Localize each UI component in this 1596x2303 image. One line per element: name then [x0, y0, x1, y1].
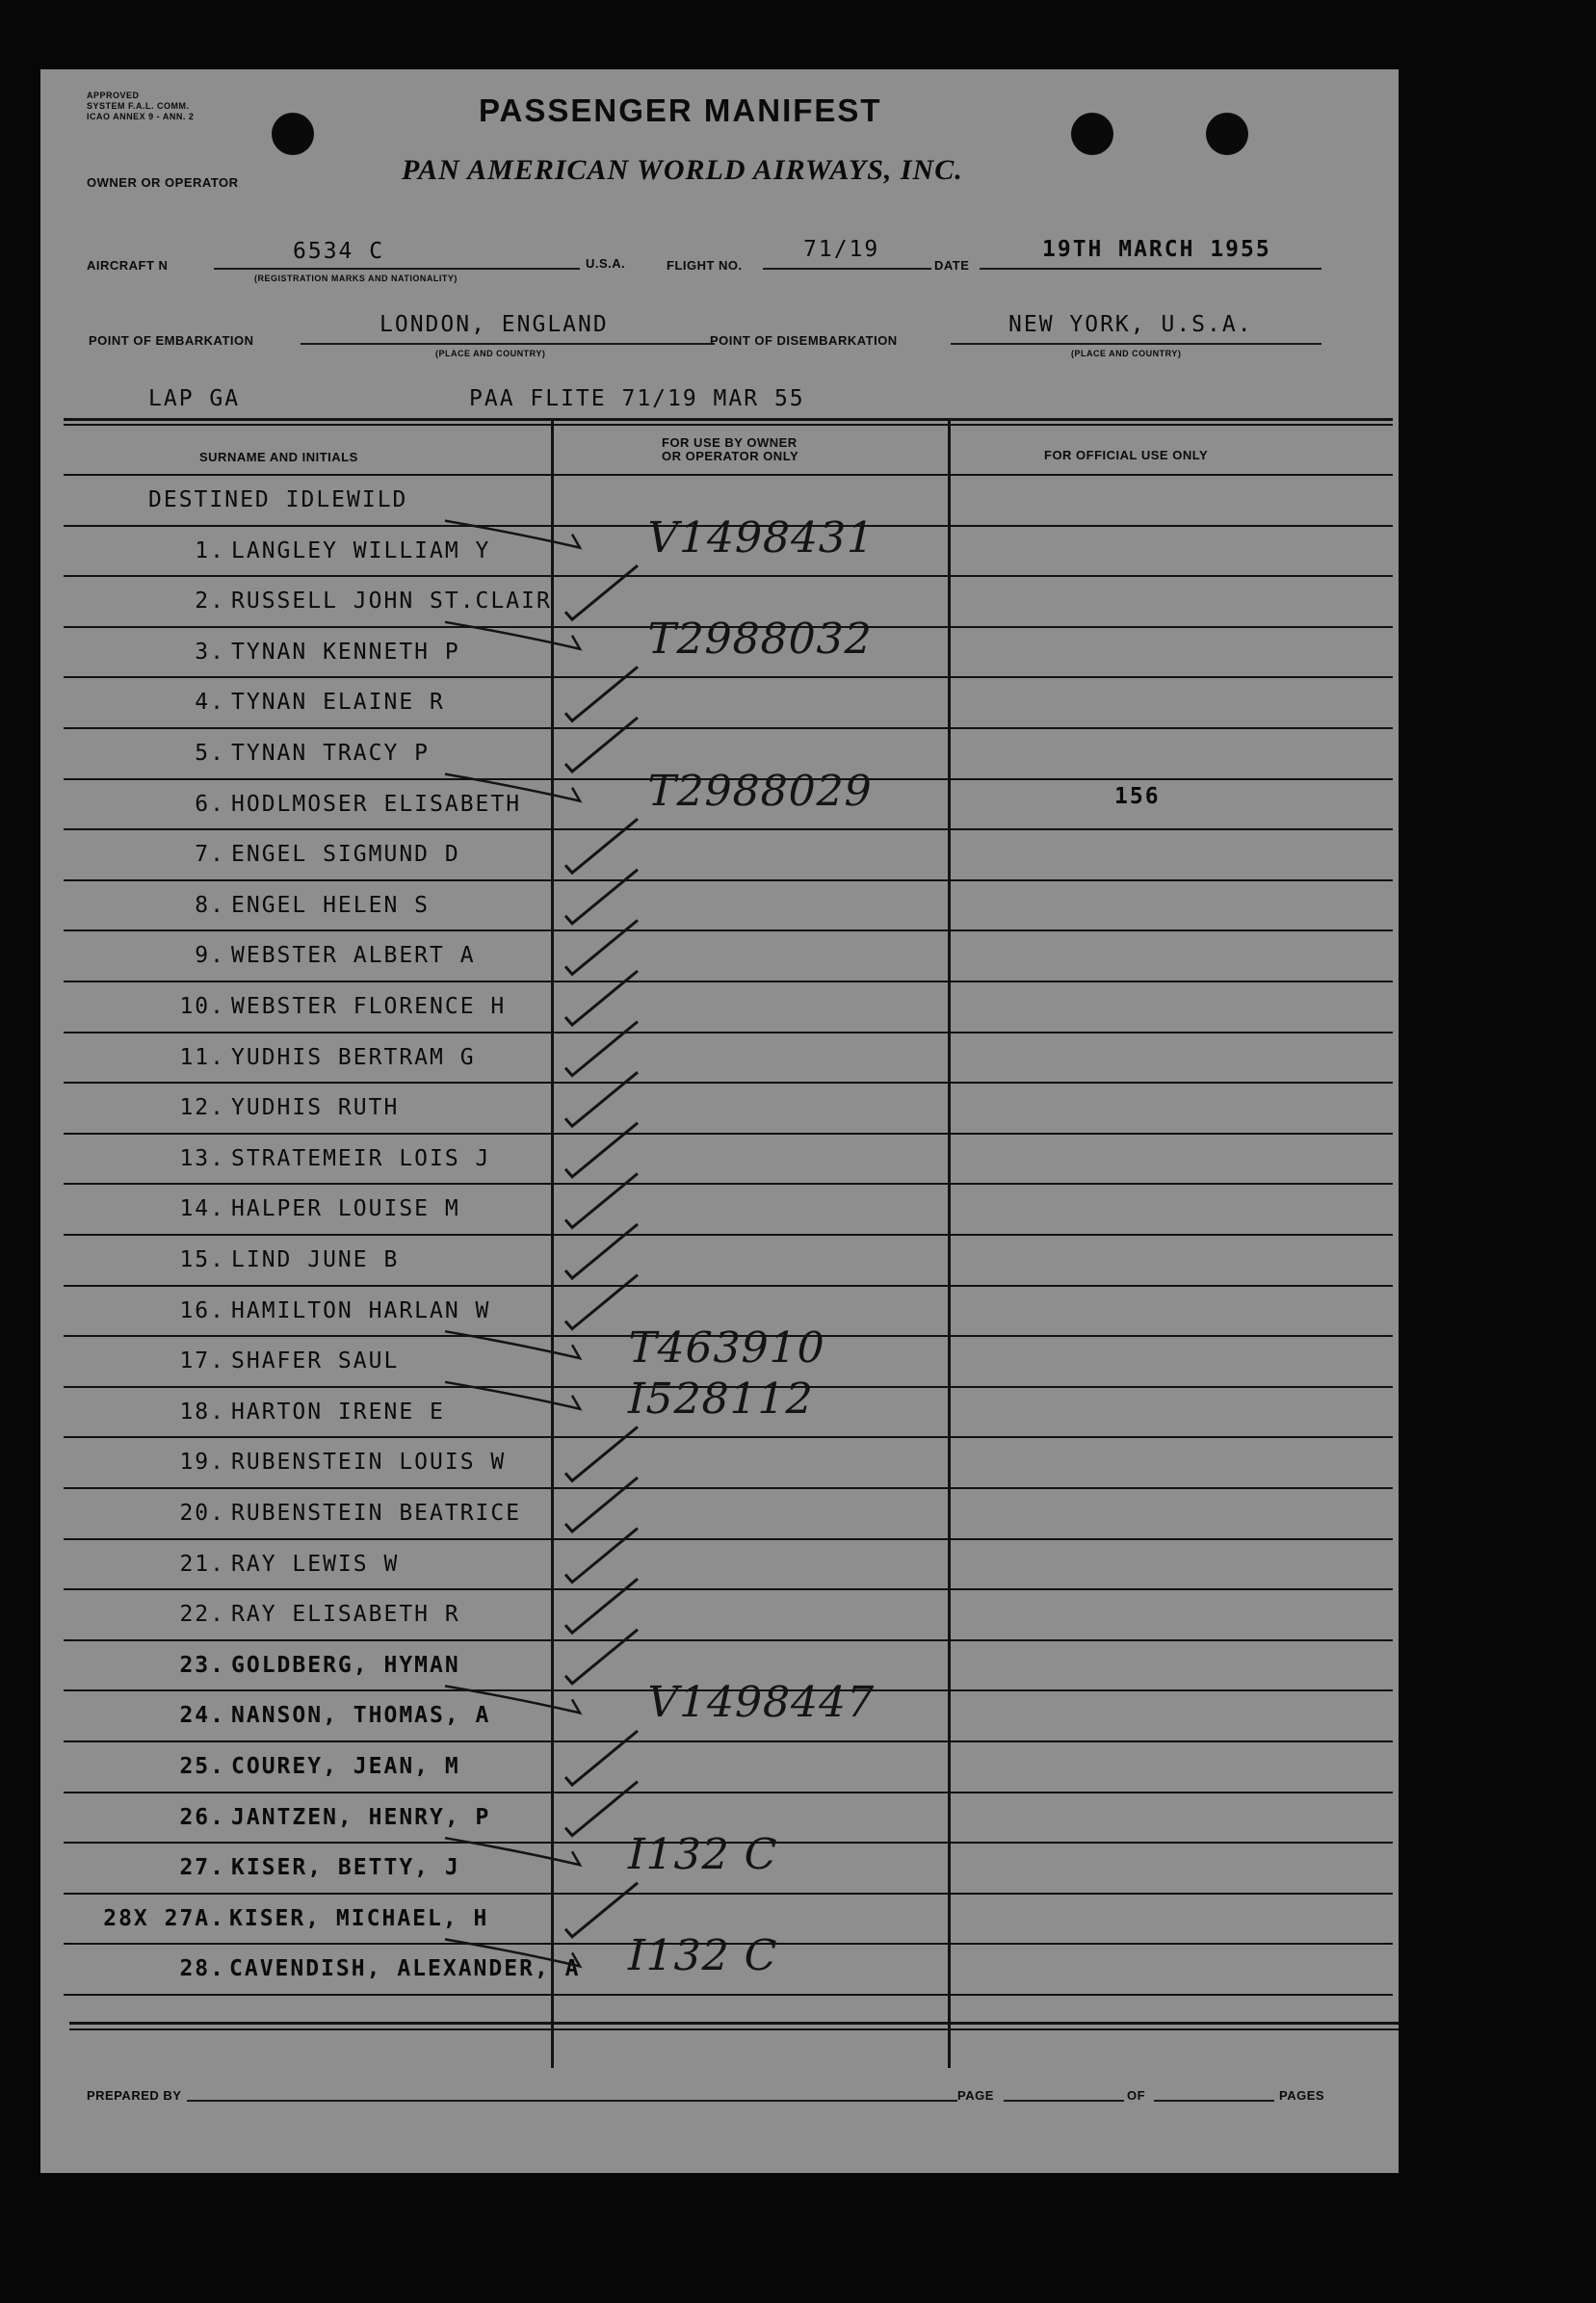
passenger-number: 27. — [179, 1855, 225, 1880]
usa-label: U.S.A. — [586, 256, 626, 271]
official-note: 156 — [1114, 784, 1161, 809]
passenger-number: 28X 27A. — [103, 1906, 225, 1931]
passenger-name: HODLMOSER ELISABETH — [231, 792, 522, 817]
handwritten-document-number: T2988032 — [641, 615, 877, 664]
disembarkation-value: NEW YORK, U.S.A. — [1008, 312, 1253, 337]
passenger-number: 13. — [179, 1146, 225, 1171]
check-mark — [565, 1782, 638, 1836]
registration-note: (REGISTRATION MARKS AND NATIONALITY) — [254, 274, 458, 283]
prepared-by-label: PREPARED BY — [87, 2088, 182, 2103]
embarkation-note: (PLACE AND COUNTRY) — [435, 349, 546, 358]
passenger-number: 7. — [195, 842, 225, 867]
handwritten-checkmarks — [40, 69, 1399, 2173]
column-header-owner-1: FOR USE BY OWNER — [662, 435, 798, 450]
flight-value: 71/19 — [803, 237, 880, 262]
passenger-number: 2. — [195, 589, 225, 614]
check-arrow — [445, 1382, 580, 1409]
check-mark — [565, 1224, 638, 1278]
of-label: OF — [1127, 2088, 1146, 2103]
passenger-name: YUDHIS BERTRAM G — [231, 1045, 476, 1070]
check-arrow — [445, 774, 580, 801]
passenger-name: SHAFER SAUL — [231, 1348, 400, 1374]
form-title: PASSENGER MANIFEST — [479, 92, 882, 128]
disembarkation-label: POINT OF DISEMBARKATION — [710, 333, 898, 348]
passenger-number: 10. — [179, 994, 225, 1019]
handwritten-document-number: I132 C — [622, 1830, 783, 1879]
passenger-number: 3. — [195, 640, 225, 665]
check-mark — [565, 819, 638, 873]
passenger-number: 1. — [195, 538, 225, 563]
operator-name: PAN AMERICAN WORLD AIRWAYS, INC. — [402, 154, 963, 186]
passenger-name: ENGEL HELEN S — [231, 893, 431, 918]
passenger-name: RAY LEWIS W — [231, 1552, 400, 1577]
passenger-name: RAY ELISABETH R — [231, 1602, 460, 1627]
embarkation-value: LONDON, ENGLAND — [379, 312, 609, 337]
passenger-name: YUDHIS RUTH — [231, 1095, 400, 1120]
check-mark — [565, 1630, 638, 1684]
passenger-number: 19. — [179, 1450, 225, 1475]
passenger-number: 15. — [179, 1247, 225, 1272]
check-arrow — [445, 1331, 580, 1358]
aircraft-value: 6534 C — [293, 239, 385, 264]
check-mark — [565, 1173, 638, 1227]
passenger-name: JANTZEN, HENRY, P — [231, 1805, 491, 1830]
passenger-number: 21. — [179, 1552, 225, 1577]
passenger-name: KISER, BETTY, J — [231, 1855, 460, 1880]
passenger-number: 14. — [179, 1196, 225, 1221]
passenger-number: 9. — [195, 943, 225, 968]
disembarkation-note: (PLACE AND COUNTRY) — [1071, 349, 1182, 358]
destination-line: DESTINED IDLEWILD — [148, 487, 408, 512]
passenger-name: GOLDBERG, HYMAN — [231, 1653, 460, 1678]
check-arrow — [445, 622, 580, 649]
passenger-number: 6. — [195, 792, 225, 817]
check-mark — [565, 1529, 638, 1583]
check-arrow — [445, 1939, 580, 1966]
handwritten-document-number: T463910 — [622, 1323, 830, 1373]
check-mark — [565, 1883, 638, 1937]
passenger-name: LANGLEY WILLIAM Y — [231, 538, 491, 563]
check-mark — [565, 667, 638, 720]
column-header-official: FOR OFFICIAL USE ONLY — [1044, 448, 1209, 462]
passenger-name: TYNAN KENNETH P — [231, 640, 460, 665]
passenger-number: 26. — [179, 1805, 225, 1830]
header-line-flite: PAA FLITE 71/19 MAR 55 — [469, 386, 805, 411]
check-mark — [565, 1275, 638, 1329]
check-mark — [565, 1731, 638, 1785]
passenger-number: 20. — [179, 1501, 225, 1526]
passenger-name: RUSSELL JOHN ST.CLAIR — [231, 589, 552, 614]
header-line-lap: LAP GA — [148, 386, 241, 411]
passenger-number: 16. — [179, 1298, 225, 1323]
passenger-number: 5. — [195, 741, 225, 766]
approval-line-1: APPROVED — [87, 91, 140, 100]
passenger-name: TYNAN ELAINE R — [231, 690, 445, 715]
passenger-name: HARTON IRENE E — [231, 1400, 445, 1425]
handwritten-document-number: I132 C — [622, 1931, 783, 1980]
passenger-number: 24. — [179, 1703, 225, 1728]
passenger-name: KISER, MICHAEL, H — [229, 1906, 489, 1931]
check-mark — [565, 1426, 638, 1480]
check-mark — [565, 1072, 638, 1126]
passenger-name: COUREY, JEAN, M — [231, 1754, 460, 1779]
approval-line-3: ICAO ANNEX 9 - ANN. 2 — [87, 112, 195, 121]
handwritten-document-number: I528112 — [622, 1374, 819, 1424]
passenger-number: 11. — [179, 1045, 225, 1070]
flight-label: FLIGHT NO. — [667, 258, 743, 273]
passenger-name: HALPER LOUISE M — [231, 1196, 460, 1221]
check-mark — [565, 971, 638, 1025]
check-mark — [565, 718, 638, 772]
passenger-number: 4. — [195, 690, 225, 715]
check-mark — [565, 1579, 638, 1633]
passenger-name: HAMILTON HARLAN W — [231, 1298, 491, 1323]
page-label: PAGE — [957, 2088, 994, 2103]
column-header-owner-2: OR OPERATOR ONLY — [662, 449, 799, 463]
passenger-number: 18. — [179, 1400, 225, 1425]
check-mark — [565, 1478, 638, 1531]
check-mark — [565, 1123, 638, 1177]
check-mark — [565, 565, 638, 619]
passenger-number: 28. — [179, 1956, 225, 1981]
passenger-name: CAVENDISH, ALEXANDER, A — [229, 1956, 581, 1981]
pages-label: PAGES — [1279, 2088, 1325, 2103]
check-arrow — [445, 1838, 580, 1865]
check-arrow — [445, 1686, 580, 1713]
passenger-name: STRATEMEIR LOIS J — [231, 1146, 491, 1171]
passenger-number: 17. — [179, 1348, 225, 1374]
check-mark — [565, 1022, 638, 1076]
passenger-name: RUBENSTEIN BEATRICE — [231, 1501, 522, 1526]
passenger-name: ENGEL SIGMUND D — [231, 842, 460, 867]
manifest-page — [40, 69, 1399, 2173]
passenger-name: WEBSTER FLORENCE H — [231, 994, 507, 1019]
date-value: 19TH MARCH 1955 — [1042, 237, 1271, 262]
date-label: DATE — [934, 258, 970, 273]
passenger-name: TYNAN TRACY P — [231, 741, 431, 766]
check-arrow — [445, 521, 580, 548]
embarkation-label: POINT OF EMBARKATION — [89, 333, 254, 348]
passenger-name: WEBSTER ALBERT A — [231, 943, 476, 968]
owner-operator-label: OWNER OR OPERATOR — [87, 175, 239, 190]
check-mark — [565, 920, 638, 974]
handwritten-document-number: V1498431 — [641, 513, 880, 563]
handwritten-document-number: V1498447 — [641, 1678, 880, 1727]
passenger-name: NANSON, THOMAS, A — [231, 1703, 491, 1728]
passenger-number: 22. — [179, 1602, 225, 1627]
passenger-number: 8. — [195, 893, 225, 918]
aircraft-label: AIRCRAFT N — [87, 258, 169, 273]
passenger-number: 23. — [179, 1653, 225, 1678]
check-mark — [565, 870, 638, 924]
passenger-name: LIND JUNE B — [231, 1247, 400, 1272]
handwritten-document-number: T2988029 — [641, 767, 877, 816]
passenger-number: 12. — [179, 1095, 225, 1120]
column-header-names: SURNAME AND INITIALS — [199, 450, 358, 464]
passenger-number: 25. — [179, 1754, 225, 1779]
approval-line-2: SYSTEM F.A.L. COMM. — [87, 101, 190, 111]
passenger-name: RUBENSTEIN LOUIS W — [231, 1450, 507, 1475]
